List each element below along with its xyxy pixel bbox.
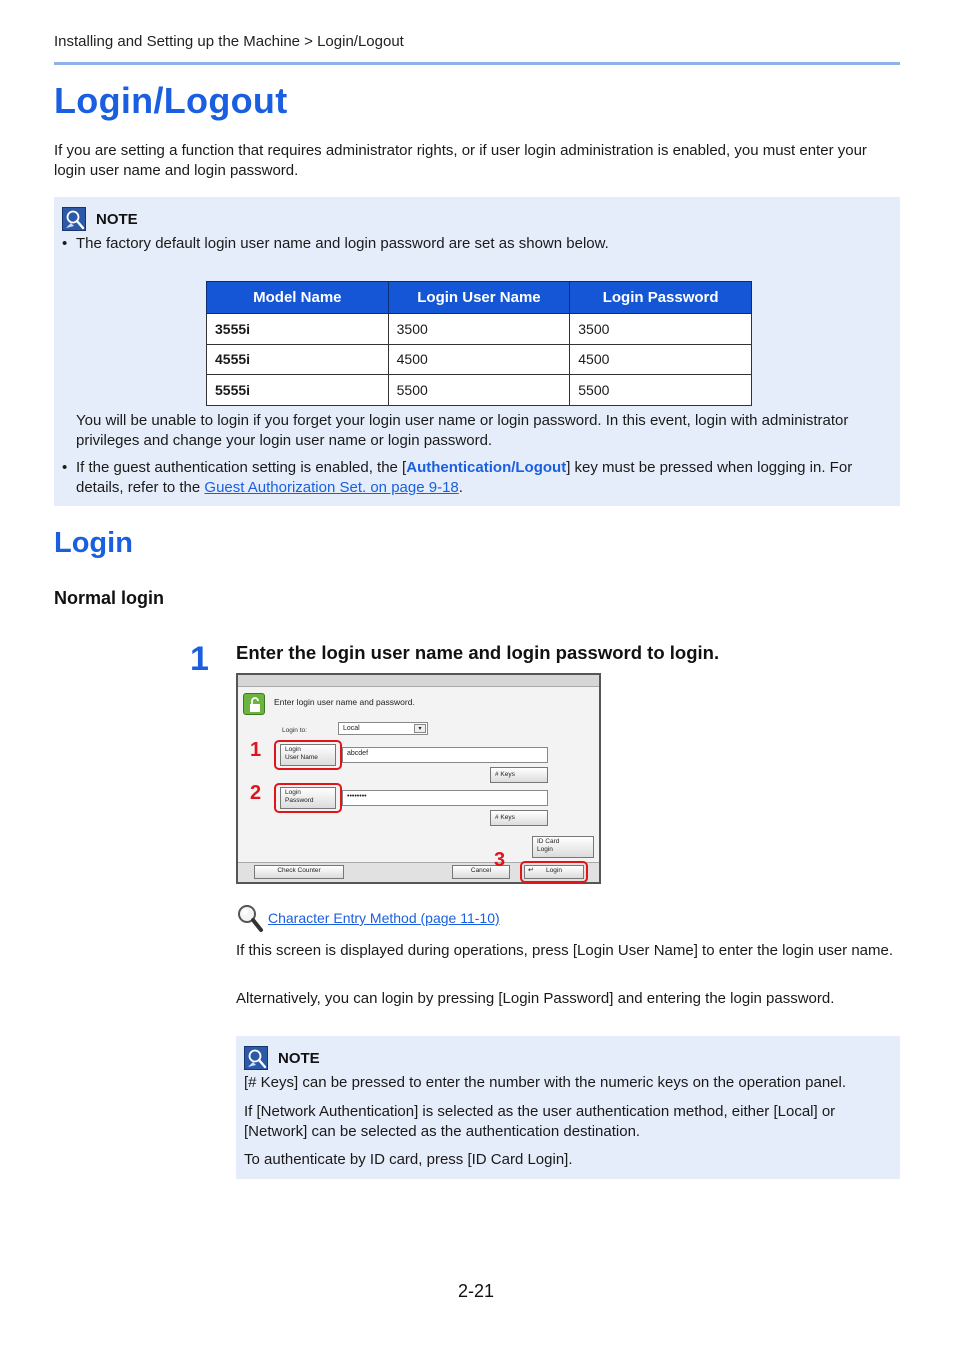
- table-header-row: [207, 282, 752, 314]
- note1-after-table: You will be unable to login if you forget your login user name or login password. In this event, login with administrator privileges and change your login user name or login password.: [76, 412, 849, 449]
- table-cell: 4555i: [207, 344, 389, 375]
- user-name-field[interactable]: abcdef: [342, 747, 548, 763]
- table-header-cell: Model Name: [207, 282, 389, 314]
- callout-number-3: 3: [494, 849, 506, 871]
- note-header-2: [244, 1046, 320, 1070]
- table-header-cell: Login User Name: [388, 282, 570, 314]
- note1-bullet2: If the guest authentication setting is enabled, the [Authentication/Logout] key must be pressed when logging in. For details, refer to the Guest Authorization Set. on page 9-18.: [76, 459, 853, 496]
- table-cell: 4500: [570, 344, 752, 375]
- cancel-button[interactable]: Cancel: [452, 865, 510, 879]
- magnifier-icon: [236, 903, 264, 933]
- note2-line-1: [# Keys] can be pressed to enter the number with the numeric keys on the operation panel.: [244, 1074, 847, 1091]
- note1-bullet1: The factory default login user name and login password are set as shown below.: [76, 235, 609, 252]
- login-screen-image: [236, 673, 601, 884]
- table-cell: 5500: [570, 375, 752, 406]
- screen-top-bar: [238, 675, 599, 687]
- table-cell: 5500: [388, 375, 570, 406]
- note-magnifier-icon: [62, 207, 86, 231]
- note2-line-3: To authenticate by ID card, press [ID Card Login].: [244, 1151, 573, 1168]
- table-row: [207, 344, 752, 375]
- top-rule: [54, 62, 900, 65]
- note-magnifier-icon: [244, 1046, 268, 1070]
- bullet-dot: •: [62, 459, 68, 476]
- section-title: Login: [54, 527, 133, 559]
- chevron-down-icon: ▾: [414, 724, 426, 733]
- callout-number-2: 2: [250, 782, 262, 804]
- page-number: 2-21: [458, 1281, 495, 1301]
- note-header-1: [62, 207, 138, 231]
- character-entry-link[interactable]: Character Entry Method (page 11-10): [268, 910, 500, 926]
- table-cell: 3500: [570, 314, 752, 345]
- table-row: [207, 375, 752, 406]
- screen-message: Enter login user name and password.: [274, 697, 415, 707]
- table-cell: 3555i: [207, 314, 389, 345]
- breadcrumb: Installing and Setting up the Machine > Login/Logout: [54, 33, 404, 50]
- lock-icon: [243, 693, 265, 715]
- authentication-logout-key: Authentication/Logout: [406, 459, 567, 476]
- bullet-dot: •: [62, 235, 68, 252]
- note2-line-2: If [Network Authentication] is selected as the user authentication method, either [Local] or [Network] can be selected as the authentication destination.: [244, 1103, 836, 1140]
- login-to-label: Login to:: [282, 727, 307, 734]
- table-cell: 3500: [388, 314, 570, 345]
- guest-authorization-link[interactable]: Guest Authorization Set. on page 9-18: [204, 478, 459, 496]
- login-to-select[interactable]: Local ▾: [338, 722, 428, 735]
- reference-row: [236, 903, 500, 933]
- callout-ring-3: [520, 861, 588, 883]
- login-password-button[interactable]: Login Password: [280, 787, 336, 809]
- page-title: Login/Logout: [54, 80, 288, 121]
- keys-button-2[interactable]: # Keys: [490, 810, 548, 826]
- default-login-table: [206, 281, 752, 406]
- paragraph-2: Alternatively, you can login by pressing [Login Password] and entering the login password.: [236, 990, 835, 1007]
- paragraph-1: If this screen is displayed during operations, press [Login User Name] to enter the login user name.: [236, 942, 894, 959]
- check-counter-button[interactable]: Check Counter: [254, 865, 344, 879]
- keys-button-1[interactable]: # Keys: [490, 767, 548, 783]
- callout-ring-2: [274, 783, 342, 813]
- callout-ring-1: [274, 740, 342, 770]
- step-number: 1: [190, 640, 209, 678]
- table-header-cell: Login Password: [570, 282, 752, 314]
- note-title-1: NOTE: [96, 210, 138, 228]
- table-row: [207, 314, 752, 345]
- id-card-login-button[interactable]: ID Card Login: [532, 836, 594, 858]
- subsection-title: Normal login: [54, 588, 165, 608]
- note-title-2: NOTE: [278, 1049, 320, 1067]
- callout-number-1: 1: [250, 739, 262, 761]
- note-box-2: [236, 1036, 900, 1179]
- password-field[interactable]: ••••••••: [342, 790, 548, 806]
- intro-paragraph: If you are setting a function that requires administrator rights, or if user login administration is enabled, you must enter your login user name and login password.: [54, 142, 867, 179]
- login-user-name-button[interactable]: Login User Name: [280, 744, 336, 766]
- login-button[interactable]: ↵ Login: [524, 865, 584, 879]
- table-cell: 4500: [388, 344, 570, 375]
- enter-arrow-icon: ↵: [528, 867, 534, 874]
- step-instruction: Enter the login user name and login password to login.: [236, 642, 720, 663]
- table-cell: 5555i: [207, 375, 389, 406]
